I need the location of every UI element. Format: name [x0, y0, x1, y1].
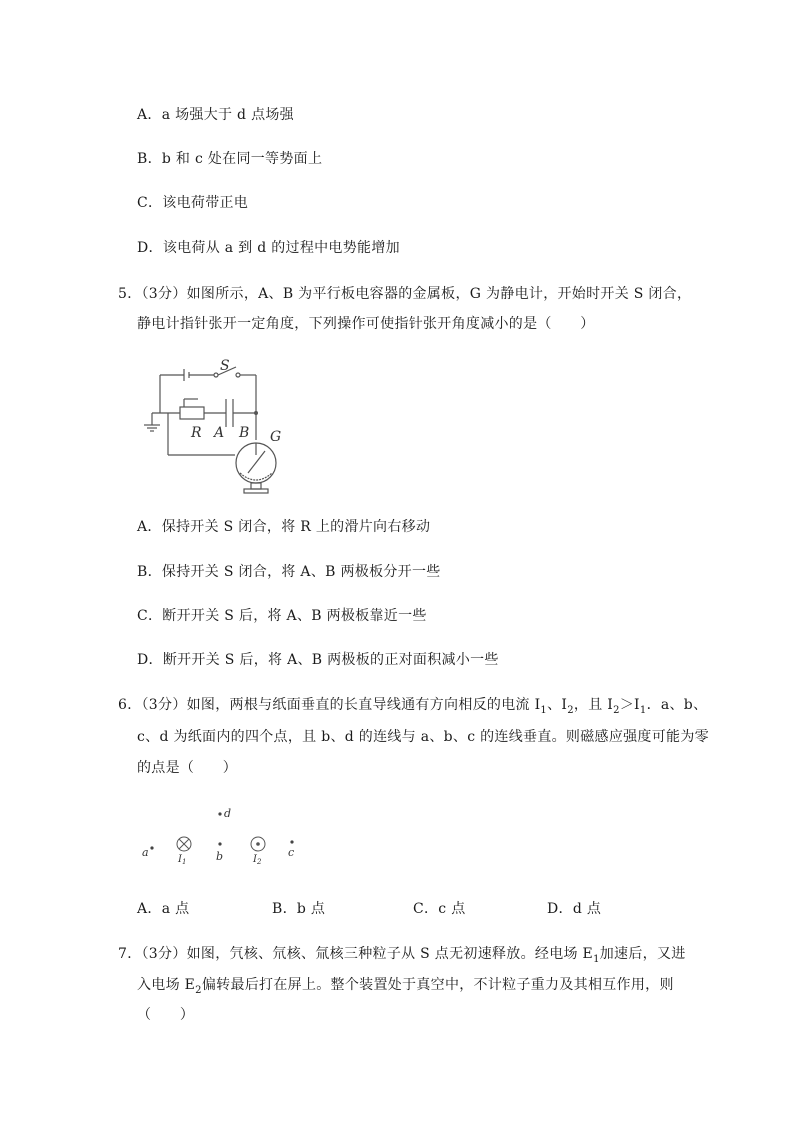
q6-stem-line1: 6．（3分）如图，两根与纸面垂直的长直导线通有方向相反的电流 $I_1$、$I_2$，且 $I_2>I_1$．a、b、 [118, 697, 708, 716]
q6-label-d: d [224, 807, 232, 820]
q6-label-i2: $I_2$ [253, 854, 262, 866]
q5-option-d: D．断开开关 S 后，将 A、B 两极板的正对面积减小一些 [137, 652, 499, 668]
q5-option-b: B．保持开关 S 闭合，将 A、B 两极板分开一些 [137, 564, 441, 580]
q6-label-a: a [142, 846, 149, 859]
q7-stem-line1: 7．（3分）如图，氕核、氘核、氚核三种粒子从 S 点无初速释放。经电场 $E_1$加速后，又进 [118, 946, 686, 965]
q6-wires-figure [140, 800, 310, 870]
q6-label-b: b [216, 850, 224, 863]
q5-label-a: A [214, 425, 225, 441]
q6-label-i1: $I_1$ [178, 854, 187, 866]
q6-stem-line2: c、d 为纸面内的四个点，且 b、d 的连线与 a、b、c 的连线垂直。则磁感应强度可能为零 [137, 729, 709, 745]
q6-option-c: C．c 点 [413, 901, 466, 917]
q6-option-d: D．d 点 [547, 901, 602, 917]
q6-option-b: B．b 点 [272, 901, 326, 917]
q6-label-c: c [288, 846, 295, 859]
q4-option-b: B．b 和 c 处在同一等势面上 [137, 151, 323, 167]
q5-label-g: G [270, 429, 282, 445]
q7-stem-line2: 入电场 $E_2$偏转最后打在屏上。整个装置处于真空中，不计粒子重力及其相互作用，则 [137, 977, 674, 996]
q6-stem-line3: 的点是（ ） [137, 760, 238, 776]
q5-label-b: B [239, 425, 250, 441]
q6-option-a: A．a 点 [137, 901, 190, 917]
q4-option-d: D．该电荷从 a 到 d 的过程中电势能增加 [137, 240, 400, 256]
q5-option-a: A．保持开关 S 闭合，将 R 上的滑片向右移动 [137, 519, 431, 535]
q5-stem-line2: 静电计指针张开一定角度，下列操作可使指针张开角度减小的是（ ） [137, 316, 595, 332]
q5-label-s: S [220, 358, 230, 374]
q5-option-c: C．断开开关 S 后，将 A、B 两极板靠近一些 [137, 608, 427, 624]
q5-stem-line1: 5．（3分）如图所示，A、B 为平行板电容器的金属板，G 为静电计，开始时开关 S 闭合， [118, 286, 692, 302]
q4-option-c: C．该电荷带正电 [137, 195, 249, 211]
q5-label-r: R [191, 425, 202, 441]
q7-stem-line3: （ ） [137, 1007, 195, 1023]
q5-circuit-figure [140, 355, 300, 500]
q4-option-a: A．a 场强大于 d 点场强 [137, 107, 294, 123]
